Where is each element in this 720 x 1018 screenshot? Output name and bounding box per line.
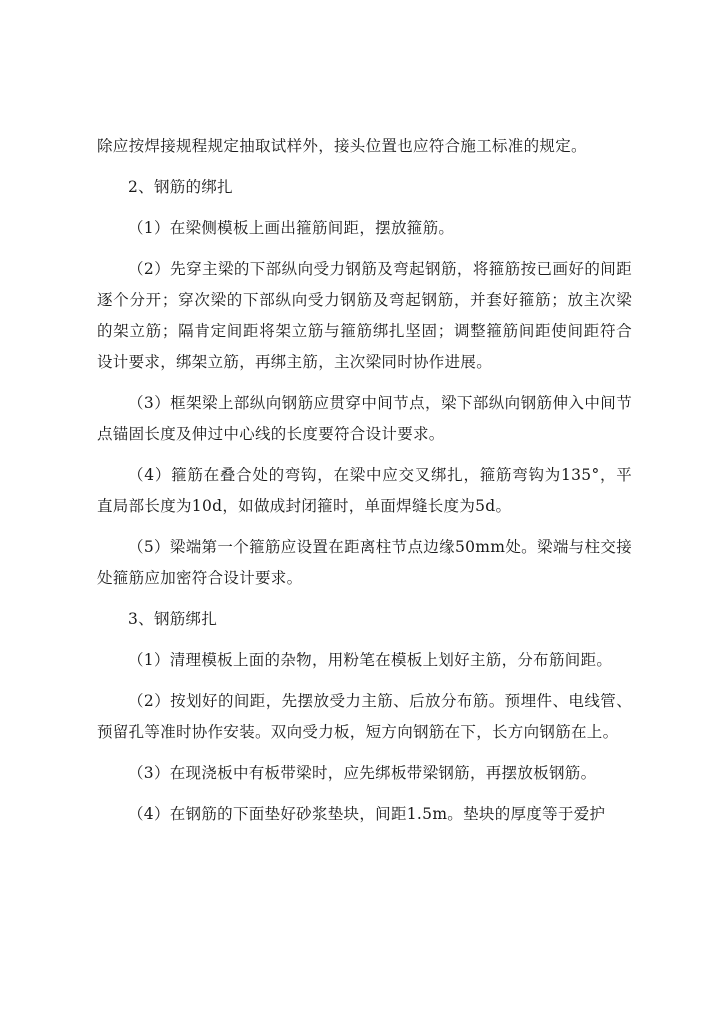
paragraph-slab-step-1: （1）清理模板上面的杂物，用粉笔在模板上划好主筋，分布筋间距。 bbox=[128, 651, 613, 669]
paragraph-step-2: （2）先穿主梁的下部纵向受力钢筋及弯起钢筋，将箍筋按已画好的间距逐个分开；穿次梁的下部纵向受力钢筋及弯起钢筋，并套好箍筋；放主次梁的架立筋；隔肯定间距将架立筋与箍筋绑扎坚固；调整箍筋间距使间距符合设计要求，绑架立筋，再绑主筋，主次梁同时协作进展。 bbox=[97, 260, 632, 371]
heading-rebar-binding: 2、钢筋的绑扎 bbox=[128, 178, 233, 196]
paragraph-step-3: （3）框架梁上部纵向钢筋应贯穿中间节点，梁下部纵向钢筋伸入中间节点锚固长度及伸过中心线的长度要符合设计要求。 bbox=[97, 394, 632, 443]
paragraph-slab-step-4: （4）在钢筋的下面垫好砂浆垫块，间距1.5m。垫块的厚度等于爱护 bbox=[128, 805, 606, 823]
paragraph-step-1: （1）在梁侧模板上画出箍筋间距，摆放箍筋。 bbox=[128, 219, 455, 237]
heading-rebar-tying: 3、钢筋绑扎 bbox=[128, 610, 218, 628]
paragraph-step-5: （5）梁端第一个箍筋应设置在距离柱节点边缘50mm处。梁端与柱交接处箍筋应加密符合设计要求。 bbox=[97, 538, 632, 587]
paragraph-slab-step-3: （3）在现浇板中有板带梁时，应先绑板带梁钢筋，再摆放板钢筋。 bbox=[128, 764, 597, 782]
paragraph-weld-sampling: 除应按焊接规程规定抽取试样外，接头位置也应符合施工标准的规定。 bbox=[97, 137, 587, 155]
document-body bbox=[97, 131, 632, 840]
paragraph-step-4: （4）箍筋在叠合处的弯钩，在梁中应交叉绑扎，箍筋弯钩为135°，平直局部长度为10d，如做成封闭箍时，单面焊缝长度为5d。 bbox=[97, 466, 632, 515]
paragraph-slab-step-2: （2）按划好的间距，先摆放受力主筋、后放分布筋。预埋件、电线管、预留孔等准时协作安装。双向受力板，短方向钢筋在下，长方向钢筋在上。 bbox=[97, 692, 632, 741]
